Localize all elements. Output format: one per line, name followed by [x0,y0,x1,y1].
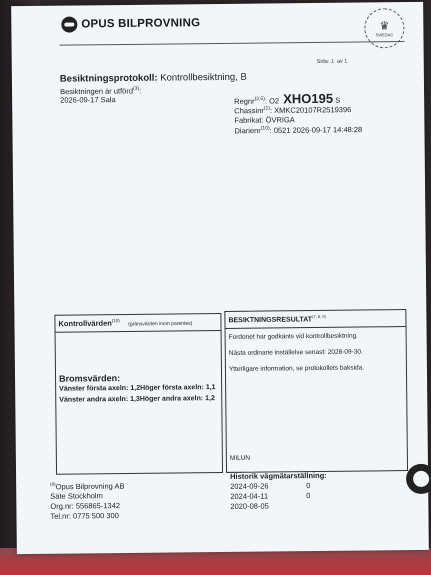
result-line-2: Nästa ordinarie inställelse senast: 2028-09-30. [228,348,363,357]
brake-row-1: Vänster första axeln: 1,2Höger första axeln: 1,1 [59,384,216,393]
inspection-document [11,2,429,554]
brake-row-2: Vänster andra axeln: 1,3Höger andra axeln: 1,2 [59,395,215,404]
swedac-label: SWEDAC [375,32,394,38]
certification-stamp-icon [406,464,431,494]
odometer-entry: 2024-09-26 0 [230,481,311,491]
company-orgnr: Org.nr: 556865-1342 [50,501,121,511]
page-indicator: Sida: 1 av 1 [316,58,348,65]
control-values-title: Kontrollvärden$^{(10)}$ (gränsvärden inom parentes) [58,318,193,329]
performed-label: Besiktningen är utförd$^{(3)}$: [59,85,142,97]
chassi-row: Chassinr$^{(1)}$: XMKC20107R2519396 [234,105,352,116]
company-seat: Säte Stockholm [50,491,103,501]
result-line-3: Ytterligare information, se protokollets baksida. [228,364,365,373]
regnr-value: XHO195 [283,90,334,107]
regnr-row: Regnr$^{(2,5)}$: O2 XHO195 S [234,90,341,107]
control-values-box [54,313,223,475]
odometer-title: Historik vägmätarställning: [230,470,327,481]
brake-values-title: Bromsvärden: [58,373,121,384]
opus-logo-icon [61,16,77,32]
odometer-entry: 2020-08-05 [230,501,269,511]
result-title: BESIKTNINGSRESULTAT$^{(7, 8, 9)}$ [228,313,326,325]
inspector-signature: MILUN [229,454,251,462]
company-telnr: Tel.nr: 0775 500 300 [50,511,119,521]
protocol-title: Besiktningsprotokoll: Kontrollbesiktning, B [59,71,247,85]
odometer-entry: 2024-04-11 0 [230,491,311,501]
header-divider [60,41,405,46]
fabrikat-row: Fabrikat: ÖVRIGA [234,115,295,125]
result-line-1: Fordonet har godkänts vid kontrollbesiktning. [228,332,359,341]
company-name: $^{(8)}$Opus Bilprovning AB [50,481,125,492]
crown-icon: ♛ [379,20,390,33]
performed-value: 2026-09-17 Sala [60,95,116,105]
brand-name: OPUS BILPROVNING [81,17,201,31]
brand-logo [61,15,200,32]
diarie-row: Diarienr$^{(10)}$: 0521 2026-09-17 14:48:28 [234,125,363,136]
